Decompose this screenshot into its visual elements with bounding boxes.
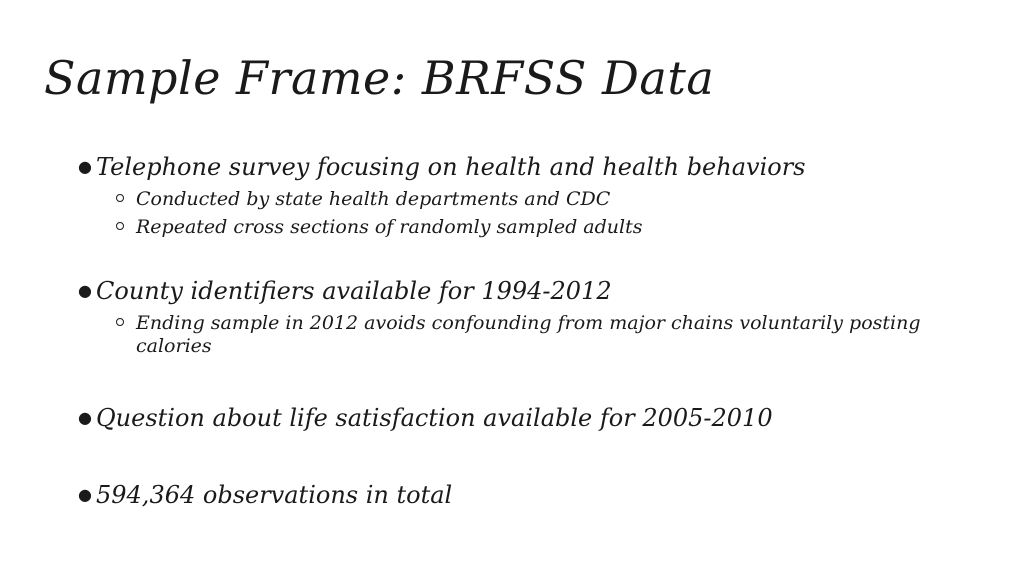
sub-bullet-item bbox=[116, 312, 936, 358]
bullet-item bbox=[78, 404, 773, 433]
bullet-text: County identifiers available for 1994-2012 bbox=[96, 277, 612, 305]
bullet-item bbox=[78, 481, 452, 510]
sub-bullet-text: Ending sample in 2012 avoids confounding from major chains voluntarily posting calories bbox=[136, 312, 921, 357]
slide-title: Sample Frame: BRFSS Data bbox=[44, 51, 715, 105]
bullet-dot-icon: ● bbox=[78, 408, 92, 427]
hollow-circle-icon bbox=[116, 194, 124, 202]
bullet-dot-icon: ● bbox=[78, 281, 92, 300]
bullet-text: 594,364 observations in total bbox=[96, 481, 453, 509]
bullet-text: Question about life satisfaction available for 2005-2010 bbox=[96, 404, 773, 432]
sub-bullet-text: Conducted by state health departments and CDC bbox=[136, 188, 611, 210]
sub-bullet-text: Repeated cross sections of randomly sampled adults bbox=[136, 216, 643, 238]
hollow-circle-icon bbox=[116, 318, 124, 326]
bullet-item bbox=[78, 153, 806, 182]
sub-bullet-item bbox=[116, 188, 936, 211]
hollow-circle-icon bbox=[116, 222, 124, 230]
bullet-dot-icon: ● bbox=[78, 485, 92, 504]
bullet-text: Telephone survey focusing on health and health behaviors bbox=[96, 153, 806, 181]
sub-bullet-item bbox=[116, 216, 936, 239]
bullet-item bbox=[78, 277, 612, 306]
bullet-dot-icon: ● bbox=[78, 157, 92, 176]
